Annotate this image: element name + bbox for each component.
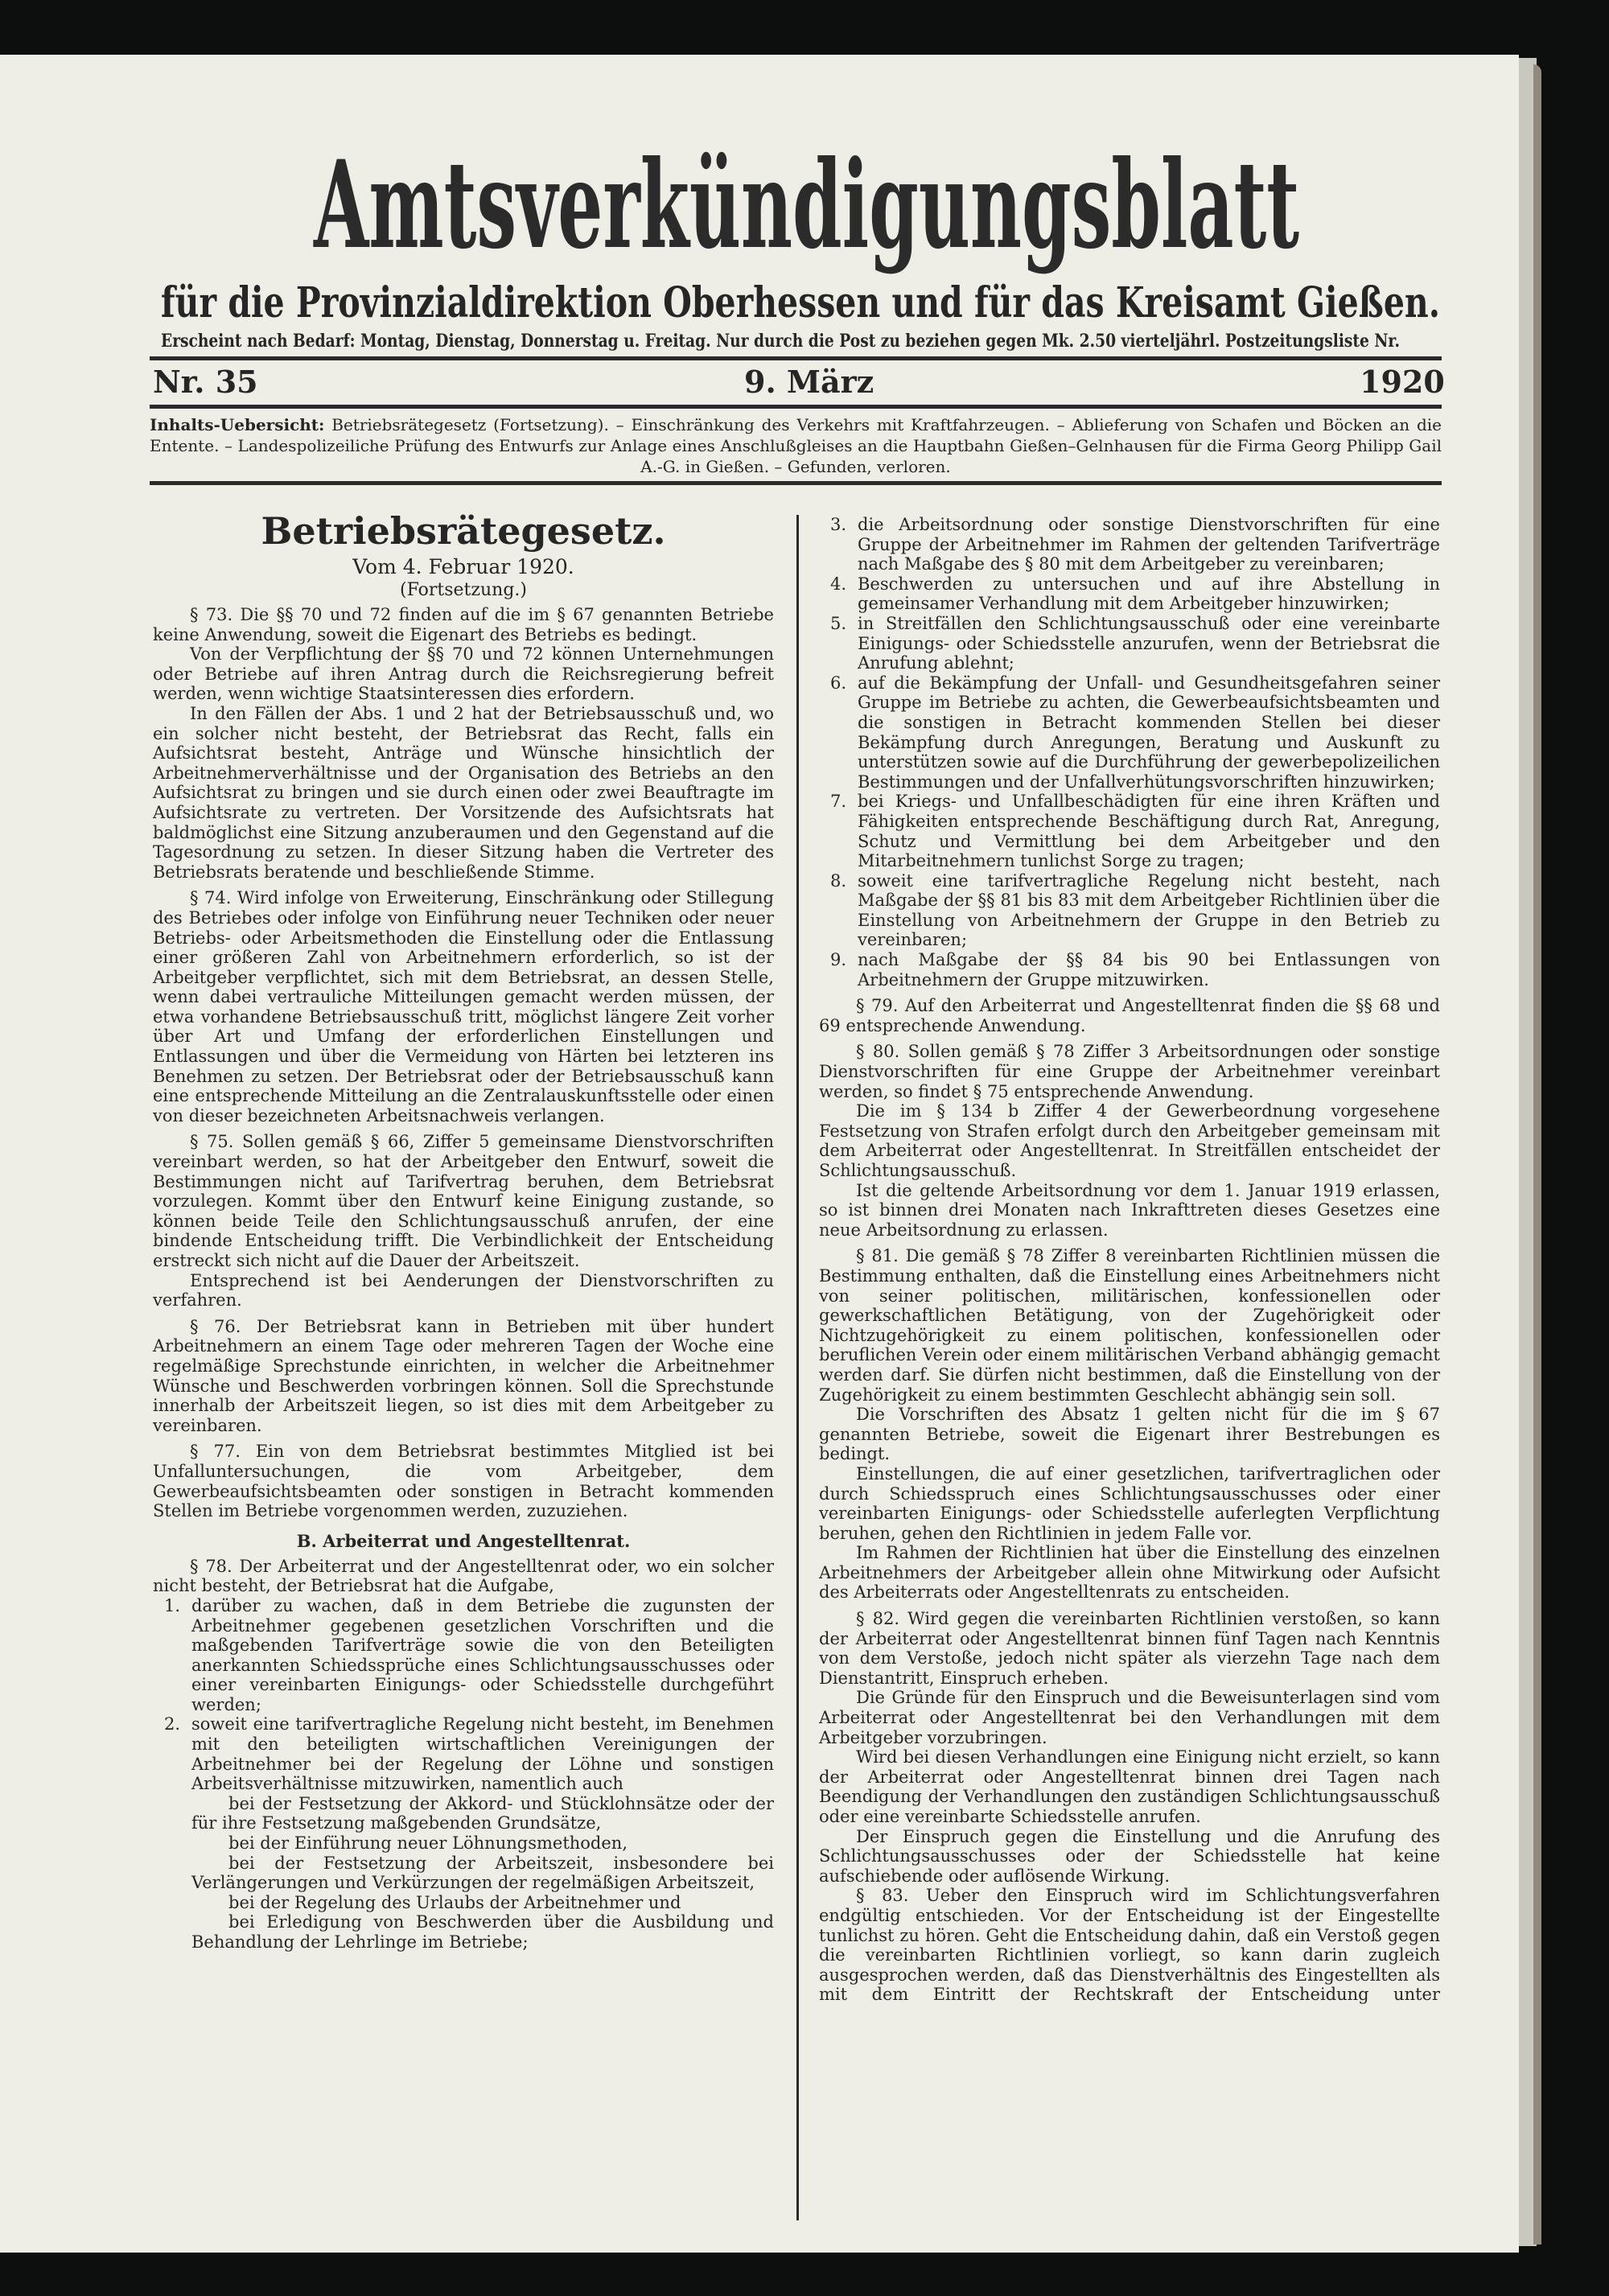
left-column [153,507,774,1952]
list-item-text: nach Maßgabe der §§ 84 bis 90 bei Entlassungen von Arbeitnehmern der Gruppe mitzuwirken. [858,950,1440,990]
list-item [819,871,1440,950]
masthead-title-box [314,134,1299,276]
list-item [819,515,1440,574]
publication-info: Erscheint nach Bedarf: Montag, Dienstag, Donnerstag u. Freitag. Nur durch die Post zu beziehen gegen Mk. 2.50 vierteljährl. Postzeitungsliste Nr. [161,331,1400,352]
paragraph: Die Gründe für den Einspruch und die Beweisunterlagen sind vom Arbeiterrat oder Angestelltenrat bei den Verhandlungen mit dem Arbeitgeber vorzubringen. [819,1688,1440,1747]
list-item-text: soweit eine tarifvertragliche Regelung nicht besteht, nach Maßgabe der §§ 81 bis 83 mit dem Arbeitgeber Richtlinien über die Einstellung von Arbeitnehmern der Gruppe in den Betrieb zu vereinbaren; [858,870,1440,950]
paragraph: § 75. Sollen gemäß § 66, Ziffer 5 gemeinsame Dienstvorschriften vereinbart werden, so hat der Arbeitgeber den Entwurf, soweit die Bestimmungen nicht auf Tarifvertrag beruhen, dem Betriebsrat vorzulegen. Kommt über den Entwurf keine Einigung zustande, so können beide Teile den Schlichtungsausschuß anrufen, der eine bindende Entscheidung trifft. Die Verbindlichkeit der Entscheidung erstreckt sich nicht auf die Dauer der Arbeitszeit. [153,1132,774,1270]
paragraph: § 79. Auf den Arbeiterrat und Angestelltenrat finden die §§ 68 und 69 entsprechende Anwendung. [819,996,1440,1035]
paragraph: Einstellungen, die auf einer gesetzlichen, tarifvertraglichen oder durch Schiedsspruch eines Schlichtungsausschusses oder einer vereinbarten Einigungs- oder Schiedsstelle auferlegten Verpflichtung beruhen, gehen den Richtlinien in jedem Falle vor. [819,1463,1440,1543]
list-item-text: in Streitfällen den Schlichtungsausschuß oder eine vereinbarte Einigungs- oder Schiedsstelle anzurufen, wenn der Betriebsrat die Anrufung ablehnt; [858,613,1440,673]
list-item-subclause: bei der Regelung des Urlaubs der Arbeitnehmer und [228,1892,681,1912]
list-item-text: die Arbeitsordnung oder sonstige Dienstvorschriften für eine Gruppe der Arbeitnehmer im Rahmen der geltenden Tarifverträge nach Maßgabe des § 80 mit dem Arbeitgeber zu vereinbaren; [858,515,1440,574]
issue-date: 9. März [744,364,874,400]
paragraph: Wird bei diesen Verhandlungen eine Einigung nicht erzielt, so kann der Arbeiterrat oder Angestelltenrat binnen drei Tagen nach Beendigung der Verhandlungen den zuständigen Schlichtungsausschuß oder eine vereinbarte Schiedsstelle anrufen. [819,1747,1440,1826]
paragraph: § 76. Der Betriebsrat kann in Betrieben mit über hundert Arbeitnehmern an einem Tage oder mehreren Tagen der Woche eine regelmäßige Sprechstunde einrichten, in welcher die Arbeitnehmer Wünsche und Beschwerden vorbringen können. Soll die Sprechstunde innerhalb der Arbeitszeit liegen, so ist dies mit dem Arbeitgeber zu vereinbaren. [153,1316,774,1435]
paragraph: § 73. Die §§ 70 und 72 finden auf die im § 67 genannten Betriebe keine Anwendung, soweit die Eigenart des Betriebs es bedingt. [153,605,774,644]
paragraph: Entsprechend ist bei Aenderungen der Dienstvorschriften zu verfahren. [153,1270,774,1311]
list-item-number: 8. [830,870,847,891]
contents-label: Inhalts-Uebersicht: [150,415,325,434]
list-item [819,673,1440,792]
list-item-text: soweit eine tarifvertragliche Regelung nicht besteht, im Benehmen mit den beteiligten wirtschaftlichen Vereinigungen der Arbeitnehmer bei der Regelung der Löhne und sonstigen Arbeitsverhältnisse mitzuwirken, namentlich auch [191,1714,774,1794]
paragraph: Im Rahmen der Richtlinien hat über die Einstellung des einzelnen Arbeitnehmers der Arbeitgeber allein ohne Mitwirkung oder Aufsicht des Arbeiterrats oder Angestelltenrats zu entscheiden. [819,1543,1440,1603]
rule [150,405,1442,409]
article-dateline: Vom 4. Februar 1920. [352,555,574,578]
section-heading: B. Arbeiterrat und Angestelltenrat. [296,1530,631,1551]
paragraph: § 83. Ueber den Einspruch wird im Schlichtungsverfahren endgültig entschieden. Vor der Entscheidung ist der Eingestellte tunlichst zu hören. Geht die Entscheidung dahin, daß ein Verstoß gegen die vereinbarten Richtlinien vorliegt, so kann darin zugleich ausgesprochen werden, daß das Dienstverhältnis des Eingestellten als mit dem Eintritt der Rechtskraft der Entscheidung unter [819,1886,1440,2005]
list-item-number: 3. [830,515,847,534]
rule [150,481,1442,485]
right-column [819,515,1440,2005]
paragraph: Von der Verpflichtung der §§ 70 und 72 können Unternehmungen oder Betriebe auf ihren Antrag durch die Reichsregierung befreit werden, wenn wichtige Staatsinteressen dies erfordern. [153,644,774,704]
paragraph: § 77. Ein von dem Betriebsrat bestimmtes Mitglied ist bei Unfalluntersuchungen, die vom Arbeitgeber, dem Gewerbeaufsichtsbeamten oder sonstigen in Betracht kommenden Stellen im Betriebe vorgenommen werden, zuzuziehen. [153,1442,774,1521]
paragraph: In den Fällen der Abs. 1 und 2 hat der Betriebsausschuß und, wo ein solcher nicht besteht, der Betriebsrat das Recht, falls ein Aufsichtsrat besteht, Anträge und Wünsche hinsichtlich der Arbeitnehmerverhältnisse und der Organisation des Betriebs an den Aufsichtsrat zu bringen und sie durch einen oder zwei Beauftragte im Aufsichtsrate zu vertreten. Der Vorsitzende des Aufsichtsrats hat baldmöglichst eine Sitzung anzuberaumen und den Gegenstand auf die Tagesordnung zu setzen. In dieser Sitzung haben die Vertreter des Betriebsrats beratende und beschließende Stimme. [153,703,774,882]
rule [150,356,1442,360]
list-item-number: 2. [164,1714,181,1734]
binding-cover-edge [1533,64,1541,2245]
paragraph: § 80. Sollen gemäß § 78 Ziffer 3 Arbeitsordnungen oder sonstige Dienstvorschriften für eine Gruppe der Arbeitnehmer vereinbart werden, so findet § 75 entsprechende Anwendung. [819,1042,1440,1101]
list-item-text: Beschwerden zu untersuchen und auf ihre Abstellung in gemeinsamer Verhandlung mit dem Arbeitgeber hinzuwirken; [858,574,1440,614]
issue-number: Nr. 35 [153,364,258,400]
list-item-text: darüber zu wachen, daß in dem Betriebe die zugunsten der Arbeitnehmer gegebenen gesetzlichen Vorschriften und die maßgebenden Tarifverträge sowie die von den Beteiligten anerkannten Schiedssprüche eines Schlichtungsausschusses oder einer vereinbarten Einigungs- oder Schiedsstelle durchgeführt werden; [191,1595,774,1714]
paragraph: Der Einspruch gegen die Einstellung und die Anrufung des Schlichtungsausschusses oder der Schiedsstelle hat keine aufschiebende oder auflösende Wirkung. [819,1826,1440,1886]
table-of-contents [150,414,1442,477]
list-item-subclause: bei der Festsetzung der Arbeitszeit, insbesondere bei Verlängerungen und Verkürzungen der regelmäßigen Arbeitszeit, [191,1853,774,1893]
list-item-subclause: bei der Festsetzung der Akkord- und Stücklohnsätze oder der für ihre Festsetzung maßgebenden Grundsätze, [191,1793,774,1833]
list-item-number: 7. [830,792,847,812]
list-item [819,792,1440,870]
paragraph: § 74. Wird infolge von Erweiterung, Einschränkung oder Stillegung des Betriebes oder infolge von Einführung neuer Techniken oder neuer Betriebs- oder Arbeitsmethoden die Einstellung oder die Entlassung einer größeren Zahl von Arbeitnehmern erforderlich, so ist der Arbeitgeber verpflichtet, sich mit dem Betriebsrat, an dessen Stelle, wenn dabei vertrauliche Mitteilungen gemacht werden müssen, der etwa vorhandene Betriebsausschuß tritt, möglichst längere Zeit vorher über Art und Umfang der erforderlichen Einstellungen und Entlassungen und über die Vermeidung von Härten bei letzteren ins Benehmen zu setzen. Der Betriebsrat oder der Betriebsausschuß kann eine entsprechende Mitteilung an die Zentralauskunftsstelle oder einen von dieser bezeichneten Arbeitsnachweis verlangen. [153,888,774,1125]
article-continuation-note: (Fortsetzung.) [400,580,527,600]
publication-info-box [161,330,1400,352]
list-item-subclause: bei der Einführung neuer Löhnungsmethoden, [228,1833,628,1854]
list-item [153,1714,774,1793]
list-item-text: auf die Bekämpfung der Unfall- und Gesundheitsgefahren seiner Gruppe im Betriebe zu achten, die Gewerbeaufsichtsbeamten und die sonstigen in Betracht kommenden Stellen bei dieser Bekämpfung durch Anregungen, Beratung und Auskunft zu unterstützen sowie auf die Durchführung der gewerbepolizeilichen Bestimmungen und der Unfallverhütungsvorschriften hinzuwirken; [858,673,1440,792]
list-item-text: bei Kriegs- und Unfallbeschädigten für eine ihren Kräften und Fähigkeiten entsprechende Beschäftigung durch Rat, Anregung, Schutz und Vermittlung bei dem Arbeitgeber und den Mitarbeitnehmern tunlichst Sorge zu tragen; [858,792,1440,871]
list-item-number: 4. [830,574,847,594]
list-item [819,950,1440,990]
paragraph: Ist die geltende Arbeitsordnung vor dem 1. Januar 1919 erlassen, so ist binnen drei Monaten nach Inkrafttreten dieses Gesetzes eine neue Arbeitsordnung zu erlassen. [819,1180,1440,1240]
paragraph: § 78. Der Arbeiterrat und der Angestelltenrat oder, wo ein solcher nicht besteht, der Betriebsrat hat die Aufgabe, [153,1556,774,1596]
list-item [153,1596,774,1715]
list-item [819,614,1440,673]
masthead-subtitle: für die Provinzialdirektion Oberhessen und für das Kreisamt Gießen. [161,278,1440,327]
contents-text: Betriebsrätegesetz (Fortsetzung). – Einschränkung des Verkehrs mit Kraftfahrzeugen. – Ablieferung von Schafen und Böcken an die Entente. – Landespolizeiliche Prüfung des Entwurfs zur Anlage eines Anschlußgleises an die Hauptbahn Gießen–Gelnhausen für die Firma Georg Philipp Gail A.-G. in Gießen. – Gefunden, verloren. [150,415,1442,476]
issue-year: 1920 [1360,364,1445,400]
paragraph: Die im § 134 b Ziffer 4 der Gewerbeordnung vorgesehene Festsetzung von Strafen erfolgt durch den Arbeitgeber gemeinsam mit dem Arbeiterrat oder Angestelltenrat. In Streitfällen entscheidet der Schlichtungsausschuß. [819,1101,1440,1180]
list-item-number: 1. [164,1595,181,1615]
article-heading: Betriebsrätegesetz. [261,509,666,553]
column-divider [796,515,799,2220]
masthead-title: Amtsverkündigungsblatt [314,134,1299,276]
paragraph: § 82. Wird gegen die vereinbarten Richtlinien verstoßen, so kann der Arbeiterrat oder Angestelltenrat binnen fünf Tagen nach Kenntnis von dem Verstoße, jedoch nicht später als vierzehn Tage nach dem Dienstantritt, Einspruch erheben. [819,1609,1440,1688]
list-item [819,574,1440,614]
list-item-number: 5. [830,613,847,633]
paragraph: § 81. Die gemäß § 78 Ziffer 8 vereinbarten Richtlinien müssen die Bestimmung enthalten, daß die Einstellung eines Arbeitnehmers nicht von seiner politischen, militärischen, konfessionellen oder gewerkschaftlichen Betätigung, von der Zugehörigkeit oder Nichtzugehörigkeit zu einem politischen, konfessionellen oder beruflichen Verein oder einem militärischen Verband abhängig gemacht werden darf. Sie dürfen nicht bestimmen, daß die Einstellung von der Zugehörigkeit zu einem bestimmten Geschlecht abhängig sein soll. [819,1246,1440,1405]
list-item-number: 6. [830,673,847,693]
list-item-number: 9. [830,950,847,970]
paragraph: Die Vorschriften des Absatz 1 gelten nicht für die im § 67 genannten Betriebe, soweit die Eigenart ihrer Bestrebungen es bedingt. [819,1405,1440,1464]
list-item-subclause: bei Erledigung von Beschwerden über die Ausbildung und Behandlung der Lehrlinge im Betriebe; [191,1912,774,1952]
masthead-subtitle-box [161,278,1440,329]
